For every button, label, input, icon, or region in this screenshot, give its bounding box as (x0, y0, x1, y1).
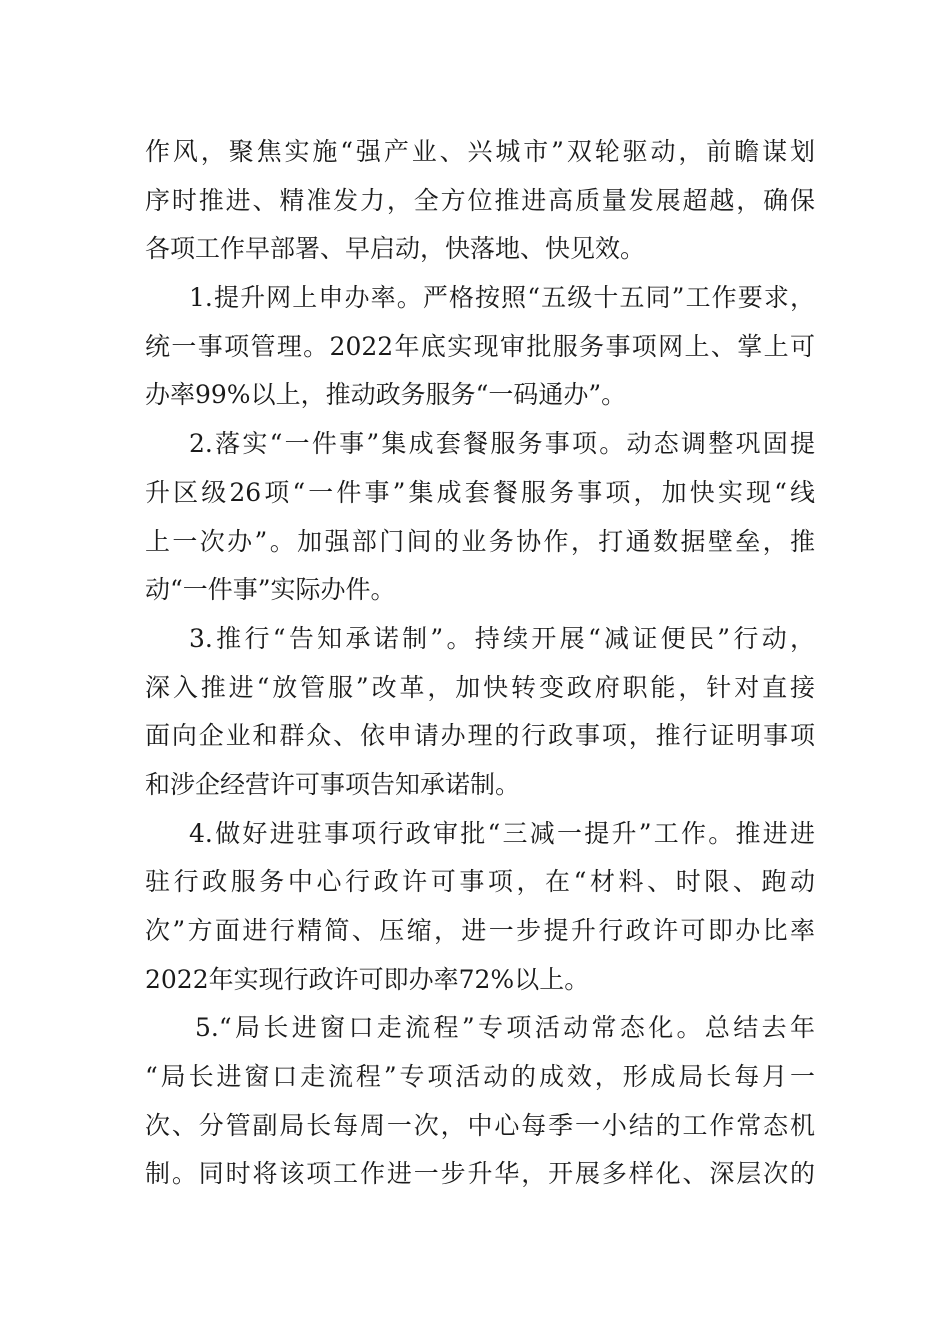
text-line: 办率99%以上，推动政务服务“一码通办”。 (145, 380, 627, 410)
text-line: 上一次办”。加强部门间的业务协作，打通数据壁垒，推 (145, 526, 815, 556)
text-line: 深入推进“放管服”改革，加快转变政府职能，针对直接 (145, 672, 815, 702)
text-line: 2022年实现行政许可即办率72%以上。 (145, 964, 590, 994)
text-line: 各项工作早部署、早启动，快落地、快见效。 (145, 234, 646, 264)
text-line: 制。同时将该项工作进一步升华，开展多样化、深层次的 (145, 1159, 815, 1189)
item-3-heading-line: 3.推行“告知承诺制”。持续开展“减证便民”行动， (189, 623, 815, 653)
text-line: 动“一件事”实际办件。 (145, 575, 396, 605)
text-line: 驻行政服务中心行政许可事项，在“材料、时限、跑动 (145, 867, 815, 897)
text-line: “局长进窗口走流程”专项活动的成效，形成局长每月一 (145, 1062, 815, 1092)
text-line: 统一事项管理。2022年底实现审批服务事项网上、掌上可 (145, 331, 815, 361)
text-line: 次、分管副局长每周一次，中心每季一小结的工作常态机 (145, 1110, 815, 1140)
item-4-heading-line: 4.做好进驻事项行政审批“三减一提升”工作。推进进 (189, 818, 815, 848)
item-5-heading-line: 5.“局长进窗口走流程”专项活动常态化。总结去年 (195, 1013, 815, 1043)
text-line: 面向企业和群众、依申请办理的行政事项，推行证明事项 (145, 721, 815, 751)
text-line: 序时推进、精准发力，全方位推进高质量发展超越，确保 (145, 185, 815, 215)
document-body (145, 128, 815, 1199)
item-1-heading-line: 1.提升网上申办率。严格按照“五级十五同”工作要求， (189, 283, 815, 313)
text-line: 次”方面进行精简、压缩，进一步提升行政许可即办比率 (145, 916, 815, 945)
text-line: 升区级26项“一件事”集成套餐服务事项，加快实现“线 (145, 477, 815, 507)
item-2-heading-line: 2.落实“一件事”集成套餐服务事项。动态调整巩固提 (189, 429, 815, 459)
text-line: 和涉企经营许可事项告知承诺制。 (145, 769, 521, 799)
text-line: 作风，聚焦实施“强产业、兴城市”双轮驱动，前瞻谋划 (145, 137, 815, 166)
